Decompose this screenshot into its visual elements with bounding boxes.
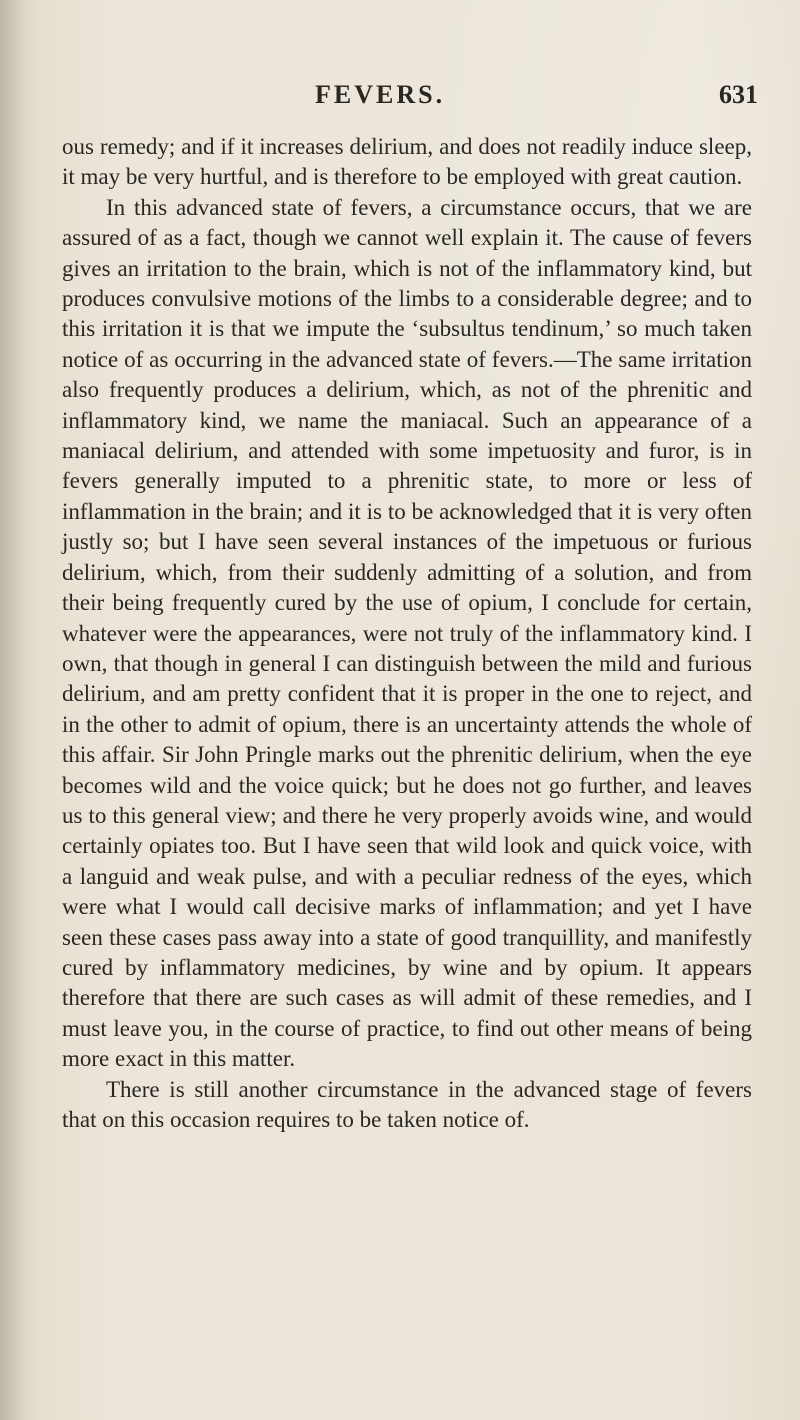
running-head: FEVERS. [315,80,446,109]
paragraph-subsultus: In this advanced state of fevers, a circumstance occurs, that we are assured of as a fact, though we cannot well explain it. The cause of fevers gives an irritation to the brain, which is not of the inflammatory kind, but produces convulsive motions of the limbs to a considerable degree; and to this irritation it is that we impute the ‘subsultus tendinum,’ so much taken notice of as occurring in the advanced state of fevers.—The same irritation also frequently produces a delirium, which, as not of the phrenitic and inflammatory kind, we name the maniacal. Such an appearance of a maniacal delirium, and attended with some impetuosity and furor, is in fevers generally imputed to a phrenitic state, to more or less of inflammation in the brain; and it is to be acknowledged that it is very often justly so; but I have seen several instances of the impetuous or furious delirium, which, from their suddenly admitting of a solution, and from their being frequently cured by the use of opium, I conclude for certain, whatever were the appearances, were not truly of the inflammatory kind. I own, that though in general I can distinguish between the mild and furious delirium, and am pretty confident that it is proper in the one to reject, and in the other to admit of opium, there is an uncertainty attends the whole of this affair. Sir John Pringle marks out the phrenitic delirium, when the eye becomes wild and the voice quick; but he does not go further, and leaves us to this general view; and there he very properly avoids wine, and would certainly opiates too. But I have seen that wild look and quick voice, with a languid and weak pulse, and with a peculiar redness of the eyes, which were what I would call decisive marks of inflammation; and yet I have seen these cases pass away into a state of good tranquillity, and manifestly cured by inflammatory medicines, by wine and by opium. It appears therefore that there are such cases as will admit of these remedies, and I must leave you, in the course of practice, to find out other means of being more exact in this matter. [62,194,752,1072]
page-gutter-shadow [0,0,26,1420]
body-text [62,132,752,1135]
page-number: 631 [719,80,758,109]
page-header [60,80,760,120]
paragraph-continuation: ous remedy; and if it increases delirium, and does not readily induce sleep, it may be very hurtful, and is therefore to be employed with great caution. [62,134,752,190]
paragraph-another-circumstance: There is still another circumstance in the advanced stage of fevers that on this occasion requires to be taken notice of. [62,1076,752,1132]
